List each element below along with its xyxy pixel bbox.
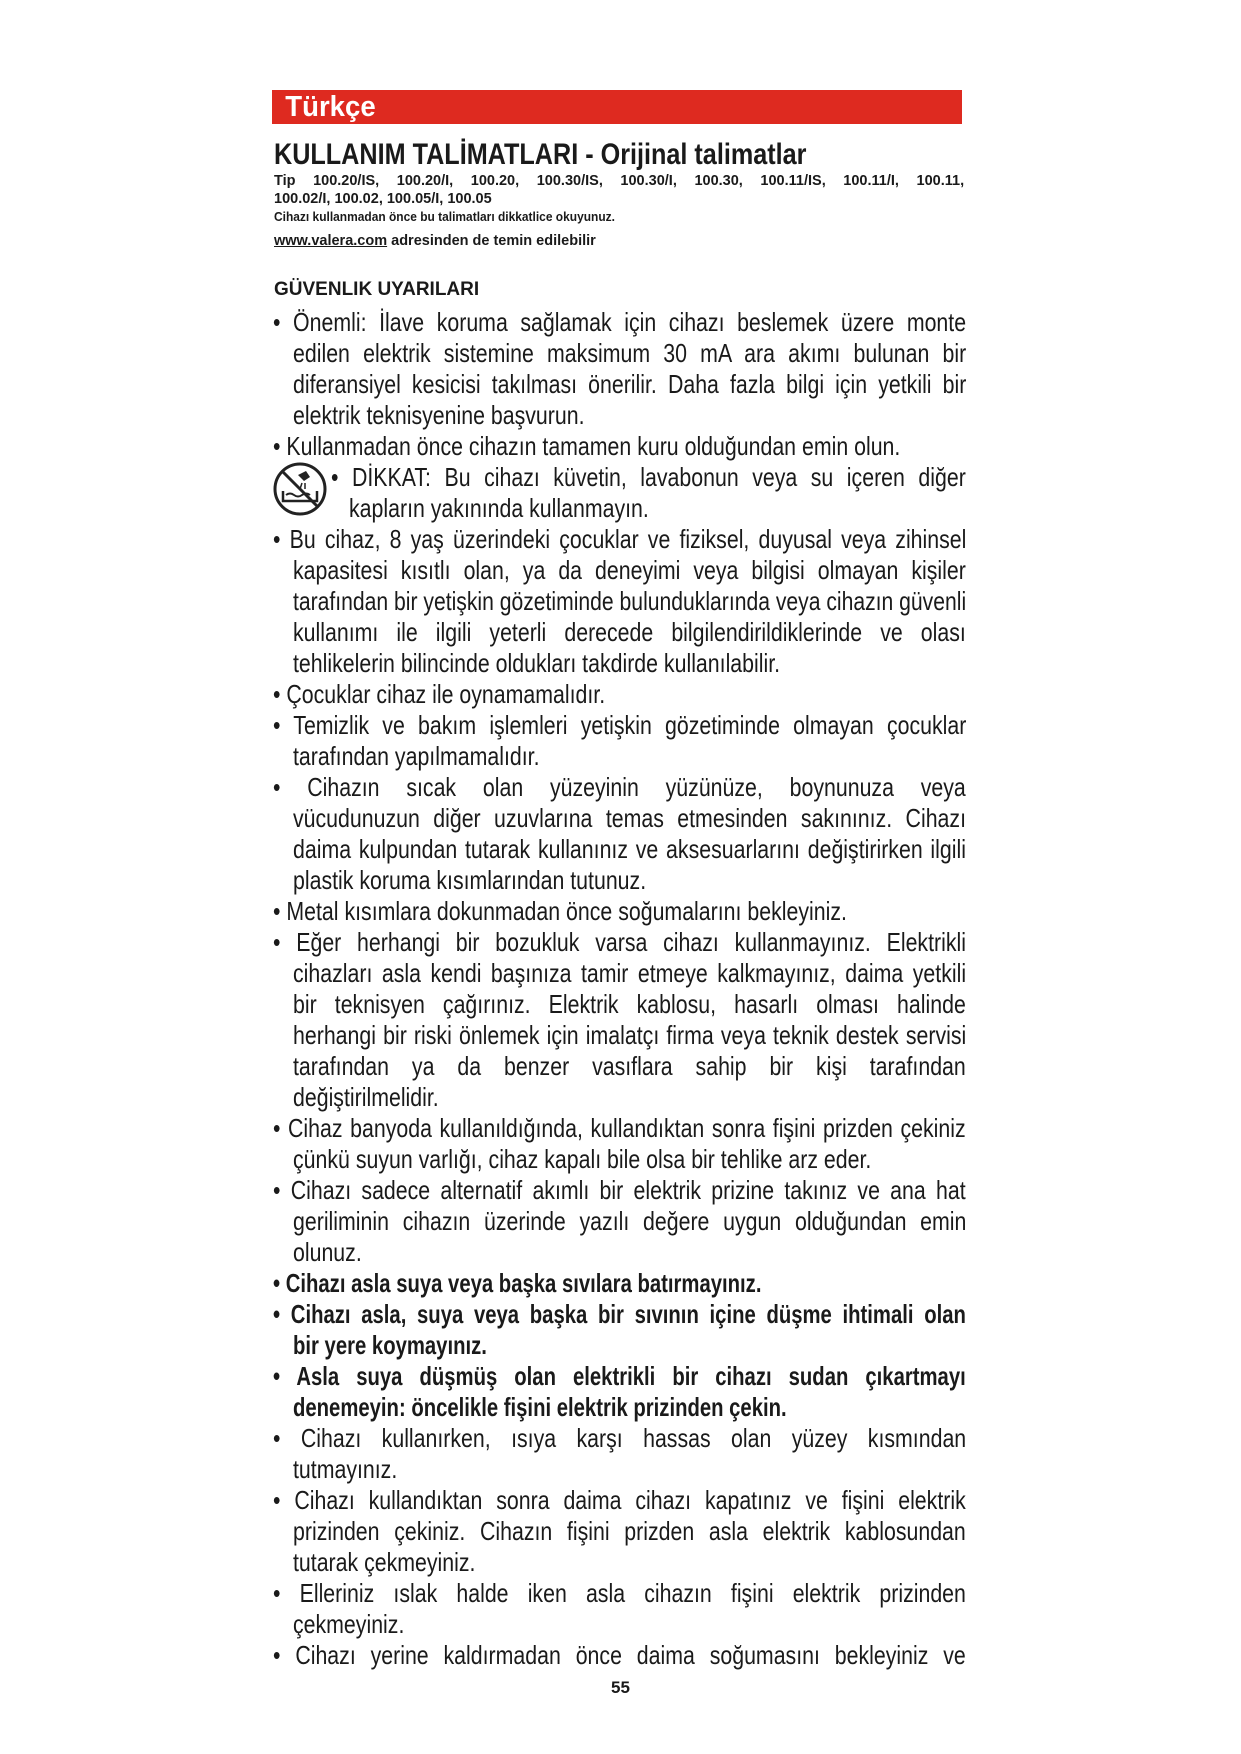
warning-line-text: tarafından ya da benzer vasıflara sahip bir kişi tarafından [293,1051,966,1081]
warning-line-text: • Eğer herhangi bir bozukluk varsa cihazı kullanmayınız. Elektrikli [273,927,966,957]
warning-line [273,679,966,710]
warning-line [273,1578,966,1609]
warning-line [293,1237,966,1268]
warning-line-text: • Metal kısımlara dokunmadan önce soğumalarını bekleyiniz. [273,896,847,926]
warning-line [273,896,966,927]
warning-line-text: tutmayınız. [293,1454,398,1484]
warning-line-text: • Çocuklar cihaz ile oynamamalıdır. [273,679,606,709]
warning-line-text: değiştirilmelidir. [293,1082,439,1112]
warning-line-text: • Temizlik ve bakım işlemleri yetişkin gözetiminde olmayan çocuklar [273,710,967,740]
warning-line [293,1020,966,1051]
page-number: 55 [611,1678,630,1697]
warning-line-text: cihazları asla kendi başınıza tamir etmeye kalkmayınız, daima yetkili [293,958,967,988]
warning-line [293,1454,966,1485]
model-list-text: Tip 100.20/IS, 100.20/I, 100.20, 100.30/IS, 100.30/I, 100.30, 100.11/IS, 100.11/I, 100.11, [274,173,965,189]
warning-line-text: • Cihazı kullandıktan sonra daima cihazı kapatınız ve fişini elektrik [273,1485,966,1515]
warning-line [293,555,966,586]
section-heading [274,278,479,302]
warning-line-text: • Cihazı asla suya veya başka sıvılara batırmayınız. [273,1268,762,1298]
warning-line [273,1175,966,1206]
warning-line [293,338,966,369]
warning-line [293,741,966,772]
warning-line-text: kapların yakınında kullanmayın. [349,493,649,523]
warning-line [293,1051,966,1082]
warning-line [293,369,966,400]
warning-line [293,958,966,989]
warning-line-text: geriliminin cihazın üzerinde yazılı değere uygun olduğundan emin [293,1206,967,1236]
warning-line-text: denemeyin: öncelikle fişini elektrik prizinden çekin. [293,1392,787,1422]
read-note-text: Cihazı kullanmadan önce bu talimatları dikkatlice okuyunuz. [274,209,615,224]
model-list-line-1 [274,172,964,190]
warning-line [273,431,966,462]
warning-line-text: bir teknisyen çağırınız. Elektrik kablosu, hasarlı olması halinde [293,989,966,1019]
section-heading-text: GÜVENLIK UYARILARI [274,279,480,300]
language-banner [272,90,962,124]
warning-line [273,1485,966,1516]
read-instructions-note [274,208,674,226]
warning-line [273,710,966,741]
warning-line [273,1299,966,1330]
warning-line-text: • Bu cihaz, 8 yaş üzerindeki çocuklar ve fiziksel, duyusal veya zihinsel [273,524,967,554]
warning-line-text: vücudunuzun diğer uzuvlarına temas etmesinden sakınınız. Cihazı [293,803,966,833]
warning-line [349,493,966,524]
warning-line-text: • Cihazı sadece alternatif akımlı bir elektrik prizine takınız ve ana hat [273,1175,966,1205]
warning-line-text: herhangi bir riski önlemek için imalatçı firma veya teknik destek servisi [293,1020,967,1050]
warning-line-text: kullanımı ile ilgili yeterli derecede bilgilendirildiklerinde ve olası [293,617,966,647]
warning-line [293,1144,966,1175]
warning-line [293,586,966,617]
document-title [274,137,834,173]
valera-website-link[interactable]: www.valera.com [274,233,388,249]
warning-line [273,307,966,338]
warning-line-text: • Cihazın sıcak olan yüzeyinin yüzünüze, boynunuza veya [273,772,966,802]
warning-line-text: plastik koruma kısımlarından tutunuz. [293,865,647,895]
warning-line [293,1392,966,1423]
source-line [274,231,596,251]
warning-line [293,1330,966,1361]
warning-line-text: prizinden çekiniz. Cihazın fişini prizden asla elektrik kablosundan [293,1516,966,1546]
warning-line [273,1640,966,1671]
warning-line-text: bir yere koymayınız. [293,1330,487,1360]
warning-line [293,865,966,896]
warning-line-text: • Elleriniz ıslak halde iken asla cihazın fişini elektrik prizinden [273,1578,966,1608]
warning-line-text: daima kulpundan tutarak kullanınız ve aksesuarlarını değiştirirken ilgili [293,834,966,864]
warning-line-text: • DİKKAT: Bu cihazı küvetin, lavabonun veya su içeren diğer [331,462,966,492]
warning-line [293,1082,966,1113]
model-list-line-2 [274,190,964,208]
warning-line-text: çekmeyiniz. [293,1609,405,1639]
warning-line-text: diferansiyel kesicisi takılması önerilir. Daha fazla bilgi için yetkili bir [293,369,967,399]
no-water-icon [272,461,328,517]
warning-line-text: tehlikelerin bilincinde oldukları takdirde kullanılabilir. [293,648,781,678]
document-title-text: KULLANIM TALİMATLARI - Orijinal talimatlar [274,138,807,171]
warning-line [293,803,966,834]
warning-line-text: • Asla suya düşmüş olan elektrikli bir cihazı sudan çıkartmayı [273,1361,966,1391]
warning-line [273,1423,966,1454]
warning-line-text: tarafından bir yetişkin gözetiminde bulunduklarında veya cihazın güvenli [293,586,967,616]
warning-line-text: • Cihazı asla, suya veya başka bir sıvının içine düşme ihtimali olan [273,1299,966,1329]
warning-line [331,462,966,493]
warning-line [293,617,966,648]
language-label: Türkçe [285,91,376,123]
warning-line [293,1206,966,1237]
source-text: adresinden de temin edilebilir [387,233,596,249]
warning-line [273,927,966,958]
warning-line [293,989,966,1020]
warning-line-text: edilen elektrik sistemine maksimum 30 mA ara akımı bulunan bir [293,338,967,368]
warning-line [273,524,966,555]
warning-line [293,1547,966,1578]
warning-line-text: kapasitesi kısıtlı olan, ya da deneyimi veya bilgisi olmayan kişiler [293,555,966,585]
warning-line-text: • Cihaz banyoda kullanıldığında, kullandıktan sonra fişini prizden çekiniz [273,1113,966,1143]
warning-line [293,400,966,431]
warning-line [273,1361,966,1392]
warning-line [293,1609,966,1640]
warning-line-text: • Cihazı yerine kaldırmadan önce daima soğumasını bekleyiniz ve [273,1640,966,1670]
warning-line-text: • Kullanmadan önce cihazın tamamen kuru olduğundan emin olun. [273,431,901,461]
warning-line-text: • Önemli: İlave koruma sağlamak için cihazı beslemek üzere monte [273,307,967,337]
model-list-text: 100.02/I, 100.02, 100.05/I, 100.05 [274,191,492,207]
warning-line-text: olunuz. [293,1237,362,1267]
warning-line-text: tutarak çekmeyiniz. [293,1547,476,1577]
warning-line-text: • Cihazı kullanırken, ısıya karşı hassas olan yüzey kısmından [273,1423,967,1453]
warning-line [293,834,966,865]
warning-line [293,648,966,679]
warning-line-text: elektrik teknisyenine başvurun. [293,400,585,430]
warning-line [273,772,966,803]
warning-line-text: çünkü suyun varlığı, cihaz kapalı bile olsa bir tehlike arz eder. [293,1144,872,1174]
warning-line [273,1268,966,1299]
warning-line [293,1516,966,1547]
warning-line [273,1113,966,1144]
warning-line-text: tarafından yapılmamalıdır. [293,741,540,771]
